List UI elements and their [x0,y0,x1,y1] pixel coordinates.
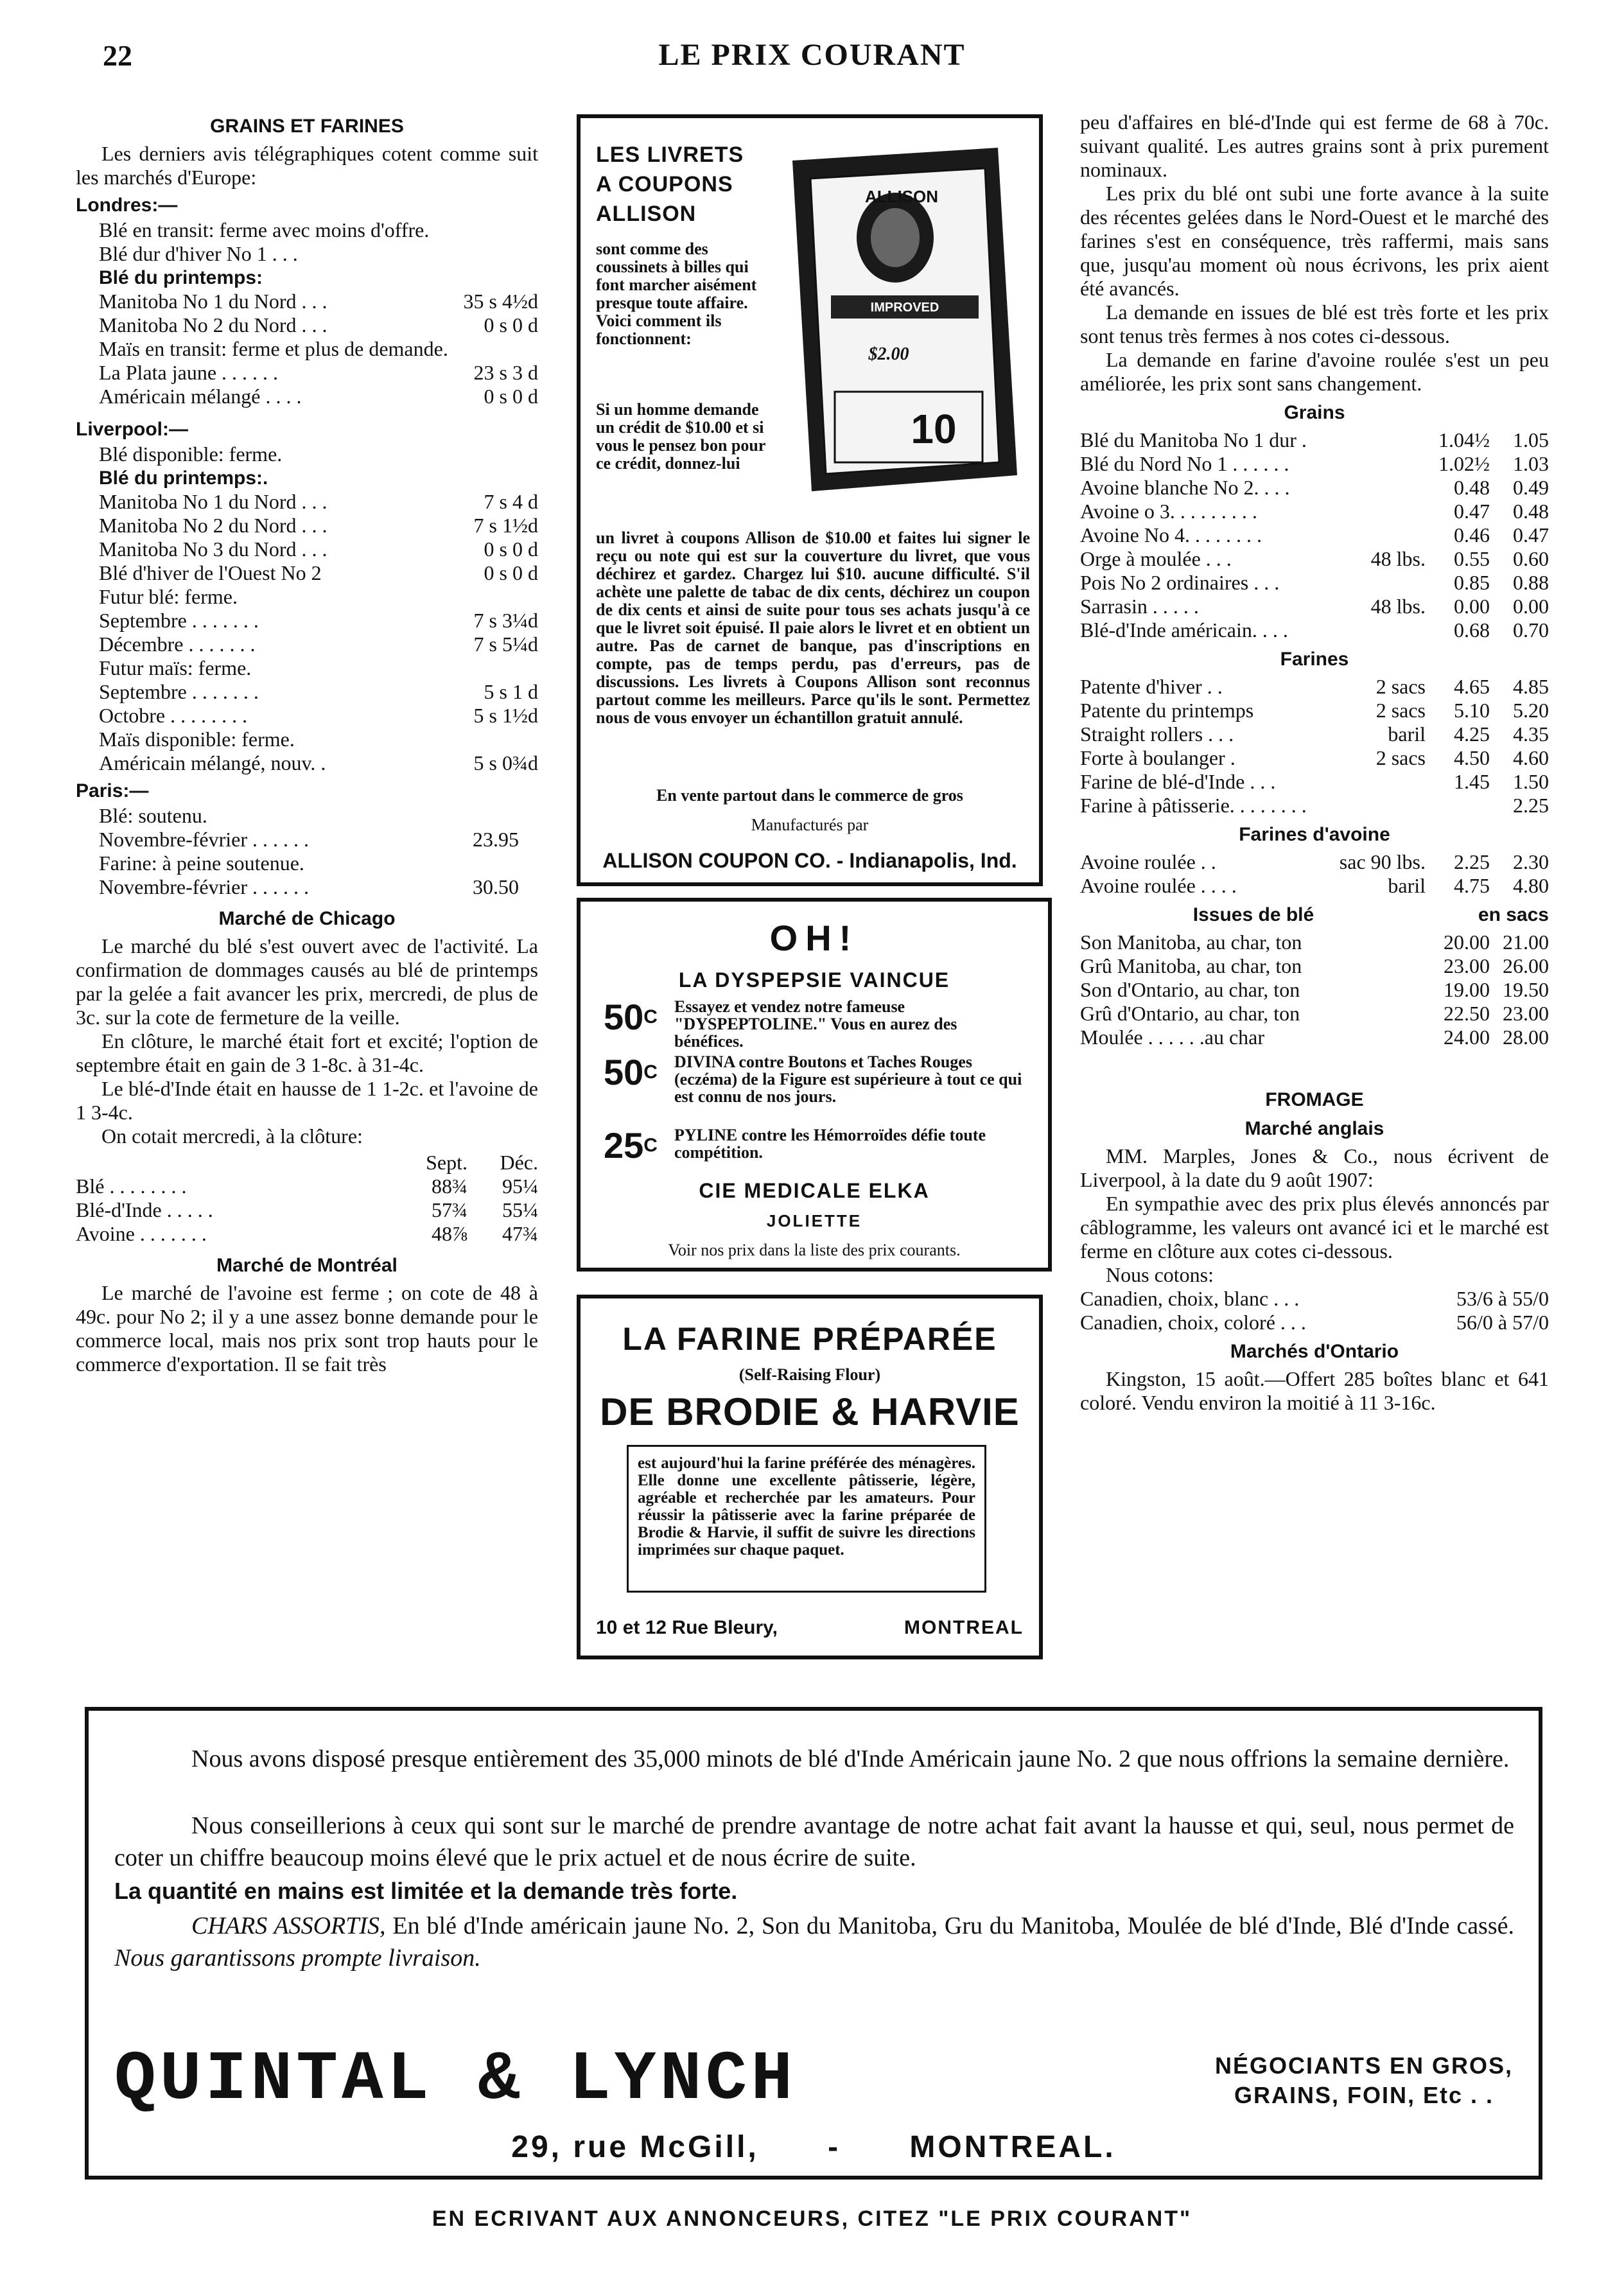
market-line: Farine: à peine soutenue. [99,852,304,875]
ad-quintal-trade: NÉGOCIANTS EN GROS, GRAINS, FOIN, Etc . . [1214,2052,1513,2108]
fromage-paragraph: En sympathie avec des prix plus élevés annoncés par câblogramme, les valeurs ont avancé ici et le marché est ferme en clôture aux cotes ci-dessous. [1080,1192,1549,1263]
ad-brodie-city: MONTREAL [904,1617,1024,1638]
montreal-paragraph: Le marché de l'avoine est ferme ; on cote de 48 à 49c. pour No 2; il y a une assez bonne demande pour le commerce local, mais nos prix sont trop hauts pour le commerce d'exportation. Il se fait très [76,1281,538,1376]
price-row: Pois No 2 ordinaires . . . 0.85 0.88 [1080,571,1549,594]
price-row: Avoine No 4. . . . . . . . 0.46 0.47 [1080,523,1549,546]
svg-text:IMPROVED: IMPROVED [870,301,939,315]
chicago-paragraph: En clôture, le marché était fort et excité; l'option de septembre était en gain de 3 1-8c. à 31-4c. [76,1029,538,1076]
ad-quintal-paragraph: CHARS ASSORTIS, En blé d'Inde américain jaune No. 2, Son du Manitoba, Gru du Manitoba, Moulée de blé d'Inde, Blé d'Inde cassé. Nous garantissons prompte livraison. [114,1912,1515,1971]
chicago-col-headers: Sept. Déc. [426,1151,538,1174]
price-row: Septembre . . . . . . . 5 s 1 d [99,680,538,703]
chicago-row: Blé-d'Inde . . . . . 57¾ 55¼ [76,1198,538,1221]
price-row: Manitoba No 1 du Nord . . . 7 s 4 d [99,490,538,513]
price-row: Octobre . . . . . . . . 5 s 1½d [99,704,538,727]
ad-brodie-harvie [577,1295,1043,1659]
chicago-row: Blé . . . . . . . . 88¾ 95¼ [76,1175,538,1198]
section-subtitle-marches-ontario: Marchés d'Ontario [1230,1341,1399,1362]
grains-intro: Les derniers avis télégraphiques cotent comme suit les marchés d'Europe: [76,142,538,189]
section-title-grains: GRAINS ET FARINES [210,116,404,137]
price-row: Patente du printemps 2 sacs 5.10 5.20 [1080,699,1549,722]
ad-elka-headline: OH! [769,918,859,958]
market-liverpool-title: Liverpool:— [76,419,189,440]
market-paragraph: La demande en farine d'avoine roulée s'est un peu améliorée, les prix sont sans changement. [1080,348,1549,395]
market-paragraph: La demande en issues de blé est très forte et les prix sont tenus très fermes à nos cotes ci-dessous. [1080,301,1549,347]
price-row: Farine de blé-d'Inde . . . 1.45 1.50 [1080,770,1549,793]
fromage-paragraph: Kingston, 15 août.—Offert 285 boîtes blanc et 641 coloré. Vendu environ la moitié à 11 3-16c. [1080,1367,1549,1414]
fromage-paragraph: MM. Marples, Jones & Co., nous écrivent de Liverpool, à la date du 9 août 1907: [1080,1144,1549,1191]
price-row: Grû d'Ontario, au char, ton 22.50 23.00 [1080,1002,1549,1025]
ad-brodie-subtitle: (Self-Raising Flour) [738,1365,881,1384]
ad-quintal-emphasis: La quantité en mains est limitée et la demande très forte. [114,1878,738,1904]
ad-elka-subhead: LA DYSPEPSIE VAINCUE [678,968,950,992]
page-number: 22 [103,39,132,72]
ad-allison-title: LES LIVRETS A COUPONS ALLISON [596,143,744,226]
price-row: Blé du Manitoba No 1 dur . 1.04½ 1.05 [1080,428,1549,451]
ad-elka-item: $25^C$ PYLINE contre les Hémorroïdes défie toute compétition. [604,1125,986,1166]
section-title-farines-avoine: Farines d'avoine [1239,824,1390,845]
chicago-paragraph: Le marché du blé s'est ouvert avec de l'activité. La confirmation de dommages causés au blé de printemps par la gelée a fait avancer les prix, mercredi, de plus de 3c. sur la cote de fermeture de la veille. [76,934,538,1029]
right-column [1080,110,1549,1415]
price-row: Américain mélangé . . . . 0 s 0 d [99,385,538,408]
price-row: Américain mélangé, nouv. . 5 s 0¾d [99,751,538,774]
chicago-row: Avoine . . . . . . . 48⅞ 47¾ [76,1222,538,1245]
ad-allison-body: un livret à coupons Allison de $10.00 et faites lui signer le reçu ou note qui est sur la couverture du livret, que vous déchirez et gardez. Chargez lui $10. aucune difficulté. S'il achète une palette de tabac de dix cents, déchirez un coupon de dix cents et ainsi de suite pour tous ses achats jusqu'à ce que le livret soit épuisé. Il paie alors le livret et en obtient un autre. Pas de carnet de banque, pas d'inscriptions en compte, pas de temps perdu, pas d'erreurs, pas de discussions. Les livrets à Coupons Allison sont reconnus partout comme les meilleurs. Parce qu'ils le sont. Permettez nous de vous envoyer un échantillon gratuit annulé. [596,529,1030,727]
price-row: Avoine blanche No 2. . . . 0.48 0.49 [1080,476,1549,499]
price-row: Son Manitoba, au char, ton 20.00 21.00 [1080,931,1549,954]
ad-allison-manufacturer: ALLISON COUPON CO. - Indianapolis, Ind. [602,849,1017,872]
price-row: Patente d'hiver . . 2 sacs 4.65 4.85 [1080,675,1549,698]
market-london-title: Londres:— [76,195,178,216]
market-paragraph: peu d'affaires en blé-d'Inde qui est ferme de 68 à 70c. suivant qualité. Les autres grains sont à prix purement nominaux. [1080,110,1549,181]
price-row: Straight rollers . . . baril 4.25 4.35 [1080,722,1549,746]
price-row: Manitoba No 2 du Nord . . . 7 s 1½d [99,514,538,537]
market-paragraph: Les prix du blé ont subi une forte avance à la suite des récentes gelées dans le Nord-Ouest et le marché des farines s'est en conséquence, très raffermi, mais sans que, jusqu'au moment où nous écrivons, les prix aient été avancés. [1080,182,1549,300]
price-row: Blé-d'Inde américain. . . . 0.68 0.70 [1080,618,1549,642]
section-title-grains-prices: Grains [1284,402,1345,423]
price-row: Décembre . . . . . . . 7 s 5¼d [99,633,538,656]
left-column [76,109,538,1376]
fromage-paragraph: Nous cotons: [1106,1263,1214,1286]
ad-brodie-brand: DE BRODIE & HARVIE [600,1390,1020,1433]
market-line: Maïs en transit: ferme et plus de demande. [99,337,448,360]
price-row: Orge à moulée . . . 48 lbs. 0.55 0.60 [1080,547,1549,570]
ad-elka-item: $50^C$ Essayez et vendez notre fameuse "DYSPEPTOLINE." Vous en aurez des bénéfices. [604,997,957,1051]
ad-allison-coupons [577,114,1043,886]
price-row: Manitoba No 3 du Nord . . . 0 s 0 d [99,538,538,561]
ad-quintal-paragraph: Nous avons disposé presque entièrement des 35,000 minots de blé d'Inde Américain jaune No. 2 que nous offrions la semaine dernière. [191,1745,1510,1772]
publication-title: LE PRIX COURANT [658,38,966,72]
ad-brodie-address: 10 et 12 Rue Bleury, [596,1617,778,1638]
ad-quintal-lynch [85,1707,1542,2180]
market-line: Maïs disponible: ferme. [99,728,295,751]
avoine-price-table [1080,850,1549,898]
chicago-paragraph: On cotait mercredi, à la clôture: [101,1124,363,1148]
price-row: Novembre-février . . . . . . 23.95 [99,828,519,851]
price-row: Septembre . . . . . . . 7 s 3¼d [99,609,538,632]
price-row: Avoine roulée . . sac 90 lbs. 2.25 2.30 [1080,850,1549,873]
ad-elka-note: Voir nos prix dans la liste des prix courants. [668,1241,961,1259]
farines-price-table [1080,675,1549,817]
market-line: Futur maïs: ferme. [99,656,252,679]
ad-elka-item: $50^C$ DIVINA contre Boutons et Taches Rouges (eczéma) de la Figure est supérieure à tout ce qui est connu de nos jours. [604,1052,1022,1106]
price-row: Avoine roulée . . . . baril 4.75 4.80 [1080,874,1549,897]
market-line: Blé dur d'hiver No 1 . . . [99,242,298,265]
market-line: Blé disponible: ferme. [99,442,283,466]
price-row: Sarrasin . . . . . 48 lbs. 0.00 0.00 [1080,595,1549,618]
fromage-row: Canadien, choix, coloré . . . 56/0 à 57/0 [1080,1311,1549,1334]
price-row: Blé d'hiver de l'Ouest No 2 0 s 0 d [99,561,538,584]
ad-allison-body: Si un homme demande un crédit de $10.00 et si vous le pensez bon pour ce crédit, donnez-lui [596,400,765,473]
ad-brodie-title: LA FARINE PRÉPARÉE [622,1321,997,1357]
ad-elka-city: JOLIETTE [766,1211,862,1230]
ad-allison-body: sont comme des coussinets à billes qui font marcher aisément presque toute affaire. Voici comment ils fonctionnent: [596,240,757,348]
section-title-farines: Farines [1280,649,1349,670]
ad-brodie-body: est aujourd'hui la farine préférée des ménagères. Elle donne une excellente pâtisserie, légère, agréable et recherchée par les amateurs. Pour réussir la pâtisserie avec la farine préparée de Brodie & Harvie, il suffit de suivre les directions imprimées sur chaque paquet. [627,1445,986,1593]
svg-text:$2.00: $2.00 [868,344,909,364]
ad-quintal-paragraph: Nous conseillerions à ceux qui sont sur le marché de prendre avantage de notre achat fait avant la hausse et qui, seul, nous permet de coter un chiffre beaucoup moins élevé que le prix actuel et de nous écrire de suite. [114,1812,1514,1871]
price-row: Grû Manitoba, au char, ton 23.00 26.00 [1080,954,1549,977]
section-title-issues: Issues de blé en sacs [1192,904,1549,925]
price-row: Son d'Ontario, au char, ton 19.00 19.50 [1080,978,1549,1001]
price-row: Manitoba No 2 du Nord . . . 0 s 0 d [99,313,538,337]
grains-price-table [1080,428,1549,642]
section-title-fromage: FROMAGE [1265,1089,1364,1110]
market-line: Blé du printemps: [99,267,263,288]
price-row: Novembre-février . . . . . . 30.50 [99,875,519,898]
ad-elka-company: CIE MEDICALE ELKA [699,1179,930,1202]
ad-elka [577,898,1052,1272]
ad-quintal-company-name: QUINTAL & LYNCH [114,2041,797,2119]
svg-text:10: 10 [911,406,957,452]
market-line: Futur blé: ferme. [99,585,238,608]
market-line: Blé en transit: ferme avec moins d'offre. [99,218,430,241]
price-row: La Plata jaune . . . . . . 23 s 3 d [99,361,538,384]
chicago-paragraph: Le blé-d'Inde était en hausse de 1 1-2c. et l'avoine de 1 3-4c. [76,1077,538,1124]
market-line: Blé du printemps:. [99,468,268,489]
market-line: Blé: soutenu. [99,804,207,827]
market-paris-title: Paris:— [76,780,149,801]
price-row: Manitoba No 1 du Nord . . . 35 s 4½d [99,290,538,313]
price-row: Forte à boulanger . 2 sacs 4.50 4.60 [1080,746,1549,769]
section-title-chicago: Marché de Chicago [218,908,396,929]
ad-allison-wholesale: En vente partout dans le commerce de gros [656,786,963,805]
ad-allison-manufactured: Manufacturés par [751,816,869,834]
coupon-booklet-illustration [773,141,1027,501]
ad-quintal-address: 29, rue McGill, - MONTREAL. [511,2130,1116,2164]
fromage-row: Canadien, choix, blanc . . . 53/6 à 55/0 [1080,1287,1549,1310]
price-row: Blé du Nord No 1 . . . . . . 1.02½ 1.03 [1080,452,1549,475]
price-row: Moulée . . . . . .au char 24.00 28.00 [1080,1026,1549,1049]
section-subtitle-marche-anglais: Marché anglais [1244,1118,1384,1139]
price-row: Avoine o 3. . . . . . . . . 0.47 0.48 [1080,500,1549,523]
issues-price-table [1080,931,1549,1049]
price-row: Farine à pâtisserie. . . . . . . . 2.25 [1080,794,1549,817]
section-title-montreal: Marché de Montréal [216,1255,397,1276]
page-footer: EN ECRIVANT AUX ANNONCEURS, CITEZ "LE PRIX COURANT" [432,2207,1192,2231]
svg-text:ALLISON: ALLISON [864,187,939,206]
